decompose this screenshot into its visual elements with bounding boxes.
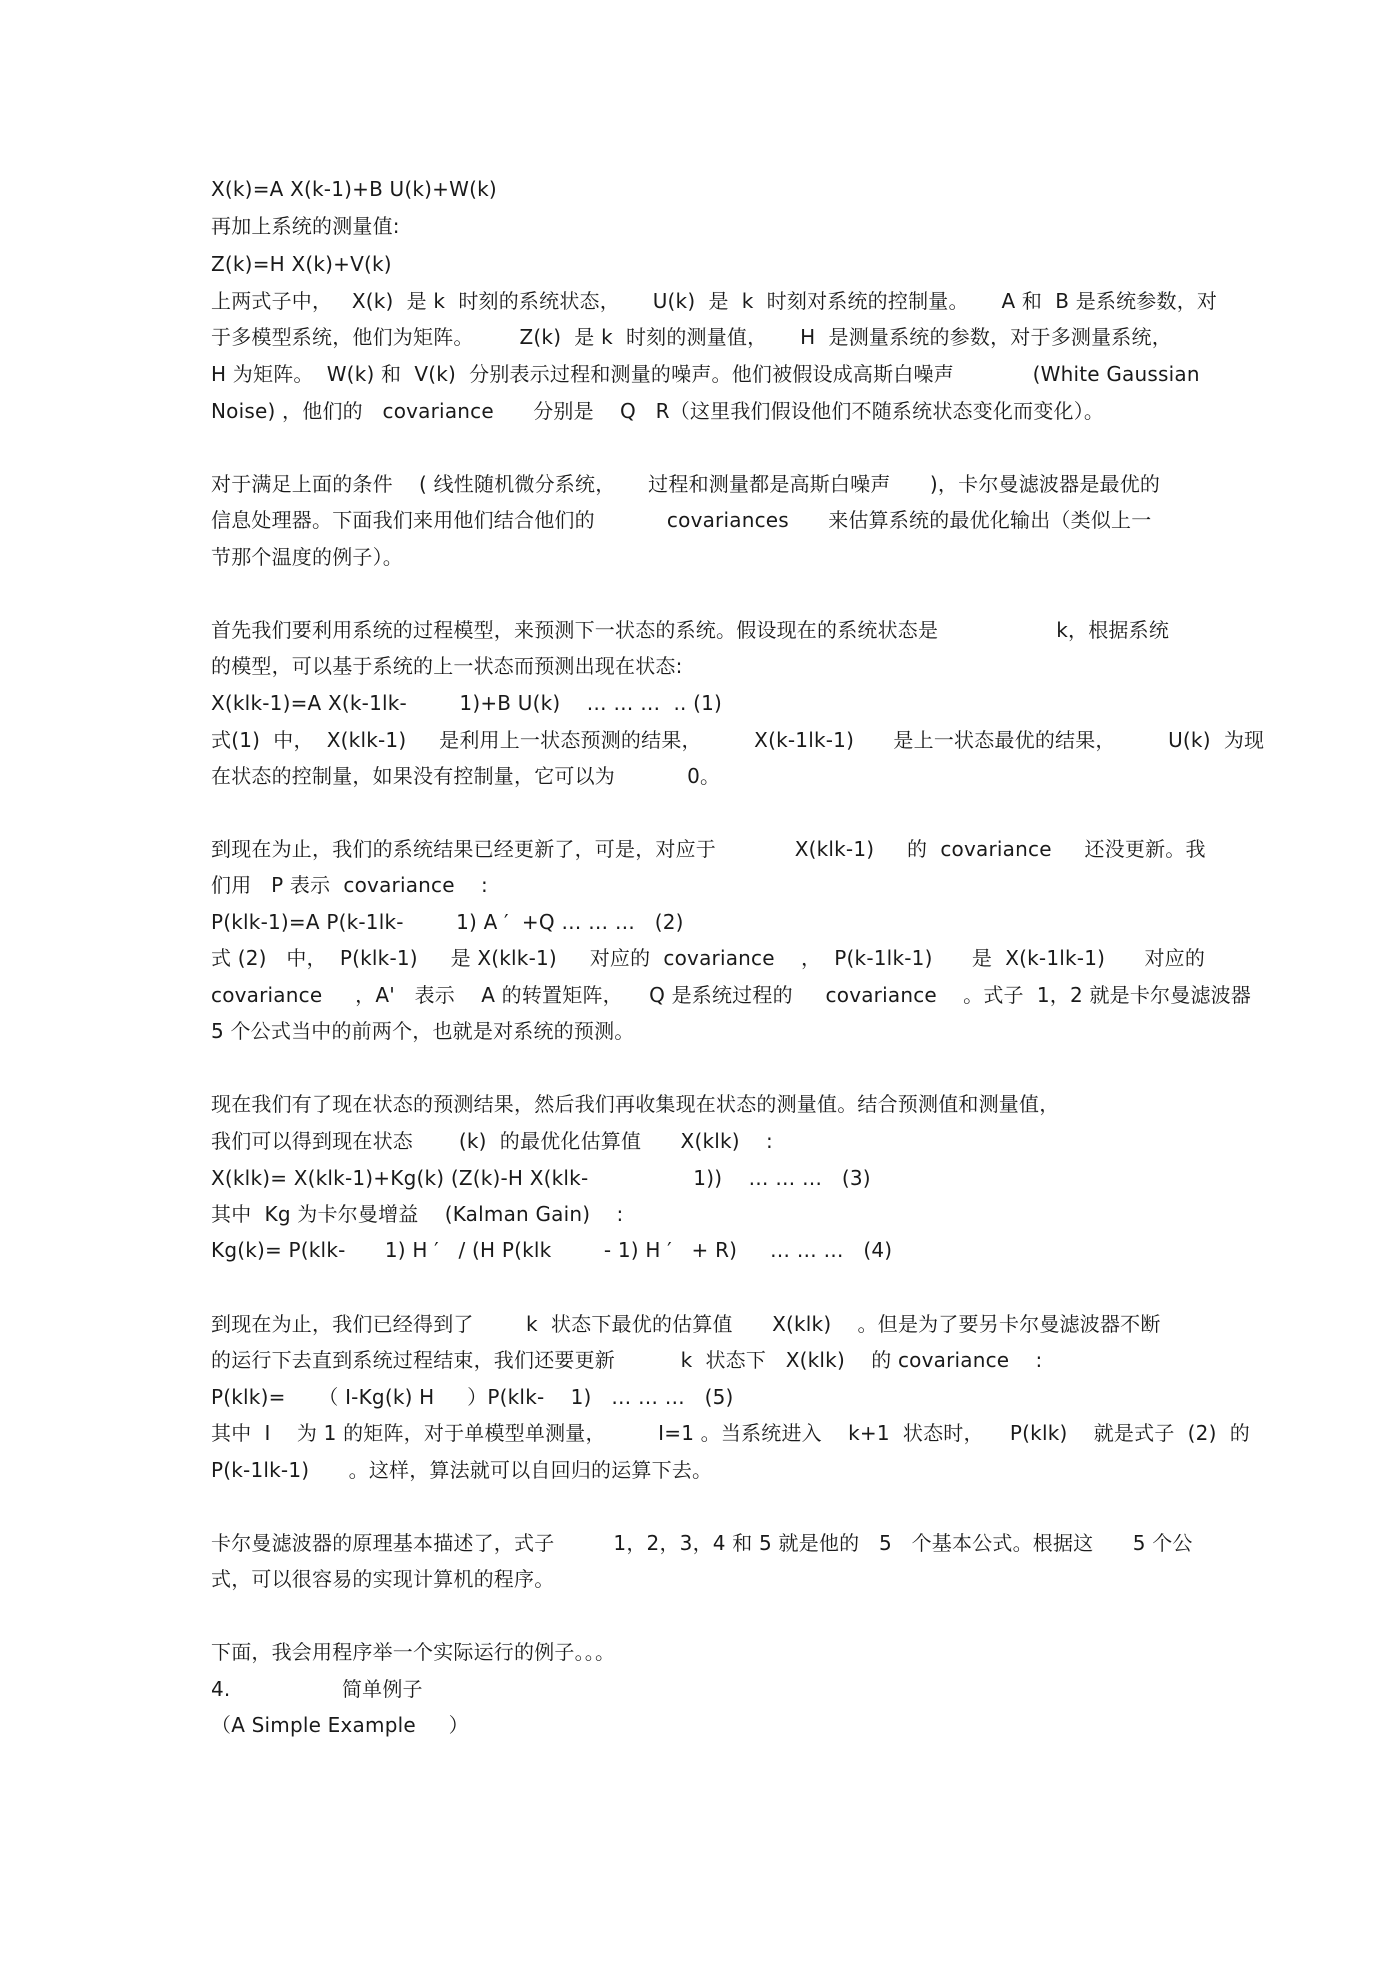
formula-2: P(klk-1)=A P(k-1lk- 1) A ′ +Q … … … (2)	[211, 910, 684, 934]
text-line: 到现在为止，我们的系统结果已经更新了，可是，对应于 X(klk-1) 的 covariance 还没更新。我	[211, 837, 1206, 861]
text-line: Noise) ，他们的 covariance 分别是 Q R（这里我们假设他们不随系统状态变化而变化）。	[211, 399, 1105, 423]
formula-5: P(klk)= （ I-Kg(k) H ）P(klk- 1) … … … (5)	[211, 1385, 734, 1409]
text-line: 下面，我会用程序举一个实际运行的例子。。。	[211, 1640, 616, 1664]
formula-measurement-equation: Z(k)=H X(k)+V(k)	[211, 252, 392, 276]
text-line: 首先我们要利用系统的过程模型，来预测下一状态的系统。假设现在的系统状态是 k，根据系统	[211, 618, 1170, 642]
text-line: 于多模型系统，他们为矩阵。 Z(k) 是 k 时刻的测量值， H 是测量系统的参数，对于多测量系统，	[211, 325, 1172, 349]
text-line: 的模型，可以基于系统的上一状态而预测出现在状态:	[211, 654, 683, 678]
text-line: 们用 P 表示 covariance :	[211, 873, 488, 897]
text-line: 式 (2) 中， P(klk-1) 是 X(klk-1) 对应的 covariance ， P(k-1lk-1) 是 X(k-1lk-1) 对应的	[211, 946, 1206, 970]
text-line: 对于满足上面的条件 ( 线性随机微分系统， 过程和测量都是高斯白噪声 )，卡尔曼滤波器是最优的	[211, 472, 1161, 496]
text-line: 其中 I 为 1 的矩阵，对于单模型单测量， I=1 。当系统进入 k+1 状态时， P(klk) 就是式子 (2) 的	[211, 1421, 1250, 1445]
text-line: 到现在为止，我们已经得到了 k 状态下最优的估算值 X(klk) 。但是为了要另卡尔曼滤波器不断	[211, 1312, 1161, 1336]
text-line: 我们可以得到现在状态 (k) 的最优化估算值 X(klk) :	[211, 1129, 773, 1153]
section-heading: 4. 简单例子	[211, 1677, 423, 1701]
section-subheading: （A Simple Example ）	[211, 1713, 469, 1737]
text-line: 节那个温度的例子）。	[211, 545, 403, 569]
text-line: 信息处理器。下面我们来用他们结合他们的 covariances 来估算系统的最优化输出（类似上一	[211, 508, 1152, 532]
formula-4: Kg(k)= P(klk- 1) H ′ / (H P(klk - 1) H ′ + R) … … … (4)	[211, 1238, 893, 1262]
text-line: covariance ，A' 表示 A 的转置矩阵， Q 是系统过程的 covariance 。式子 1，2 就是卡尔曼滤波器	[211, 983, 1252, 1007]
formula-1: X(klk-1)=A X(k-1lk- 1)+B U(k) … … … .. (1)	[211, 691, 723, 715]
text-line: 再加上系统的测量值:	[211, 214, 400, 238]
text-line: 现在我们有了现在状态的预测结果，然后我们再收集现在状态的测量值。结合预测值和测量值，	[211, 1092, 1060, 1116]
text-line: 其中 Kg 为卡尔曼增益 (Kalman Gain) :	[211, 1202, 624, 1226]
text-line: H 为矩阵。 W(k) 和 V(k) 分别表示过程和测量的噪声。他们被假设成高斯白噪声 (White Gaussian	[211, 362, 1200, 386]
text-line: 在状态的控制量，如果没有控制量，它可以为 0。	[211, 764, 721, 788]
formula-state-equation: X(k)=A X(k-1)+B U(k)+W(k)	[211, 177, 497, 201]
text-line: 卡尔曼滤波器的原理基本描述了，式子 1，2，3，4 和 5 就是他的 5 个基本公式。根据这 5 个公	[211, 1531, 1193, 1555]
formula-3: X(klk)= X(klk-1)+Kg(k) (Z(k)-H X(klk- 1)) … … … (3)	[211, 1166, 871, 1190]
text-line: 式，可以很容易的实现计算机的程序。	[211, 1567, 555, 1591]
text-line: 的运行下去直到系统过程结束，我们还要更新 k 状态下 X(klk) 的 covariance :	[211, 1348, 1043, 1372]
text-line: 式(1) 中， X(klk-1) 是利用上一状态预测的结果， X(k-1lk-1) 是上一状态最优的结果， U(k) 为现	[211, 728, 1265, 752]
text-line: 5 个公式当中的前两个，也就是对系统的预测。	[211, 1019, 635, 1043]
text-line: 上两式子中， X(k) 是 k 时刻的系统状态， U(k) 是 k 时刻对系统的控制量。 A 和 B 是系统参数，对	[211, 289, 1218, 313]
text-line: P(k-1lk-1) 。这样，算法就可以自回归的运算下去。	[211, 1458, 713, 1482]
